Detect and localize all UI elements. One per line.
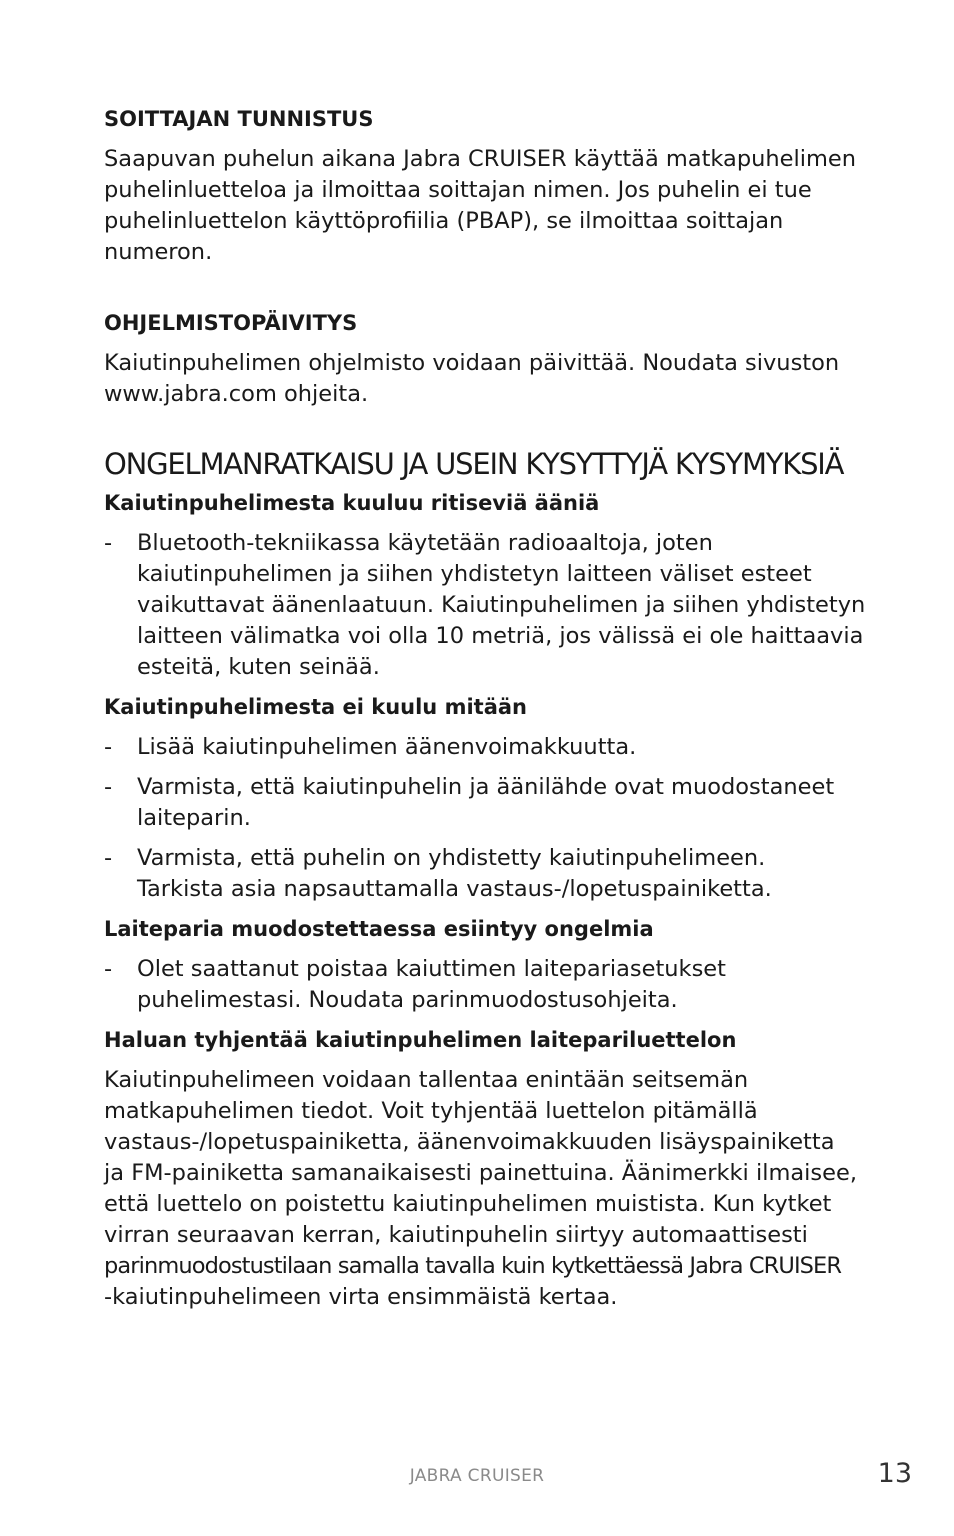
text-line: -kaiutinpuhelimeen virta ensimmäistä kertaa.: [104, 1284, 618, 1310]
text-line: Kaiutinpuhelimen ohjelmisto voidaan päivittää. Noudata sivuston: [104, 350, 840, 376]
faq-bullet: [104, 528, 864, 683]
faq-bullet: [104, 954, 864, 1016]
text-line: virran seuraavan kerran, kaiutinpuhelin siirtyy automaattisesti: [104, 1222, 808, 1248]
text-line: www.jabra.com ohjeita.: [104, 381, 369, 407]
text-line: Varmista, että puhelin on yhdistetty kaiutinpuhelimeen.: [137, 845, 766, 871]
bullet-dash: -: [104, 734, 113, 760]
text-line: matkapuhelimen tiedot. Voit tyhjentää luettelon pitämällä: [104, 1098, 758, 1124]
text-line: numeron.: [104, 239, 213, 265]
text-line: että luettelo on poistettu kaiutinpuhelimen muistista. Kun kytket: [104, 1191, 832, 1217]
page-content: [104, 104, 864, 1313]
text-line: Kaiutinpuhelimeen voidaan tallentaa enintään seitsemän: [104, 1067, 749, 1093]
text-line: vastaus-/lopetuspainiketta, äänenvoimakkuuden lisäyspainiketta: [104, 1129, 835, 1155]
text-line: esteitä, kuten seinää.: [137, 654, 380, 680]
footer-brand: JABRA CRUISER: [409, 1466, 545, 1486]
text-line: parinmuodostustilaan samalla tavalla kuin kytkettäessä Jabra CRUISER: [104, 1253, 842, 1279]
text-line: ja FM-painiketta samanaikaisesti painettuina. Äänimerkki ilmaisee,: [104, 1160, 857, 1186]
text-line: Saapuvan puhelun aikana Jabra CRUISER käyttää matkapuhelimen: [104, 146, 857, 172]
text-line: laiteparin.: [137, 805, 251, 831]
bullet-dash: -: [104, 530, 113, 556]
page-number: 13: [877, 1458, 912, 1489]
text-line: Olet saattanut poistaa kaiuttimen laitepariasetukset: [137, 956, 726, 982]
section-text-software-update: [104, 348, 864, 410]
text-line: Bluetooth-tekniikassa käytetään radioaaltoja, joten: [137, 530, 713, 556]
text-line: laitteen välimatka voi olla 10 metriä, jos välissä ei ole haittaavia: [137, 623, 864, 649]
faq-bullet: [104, 732, 864, 763]
section-title-caller-id: SOITTAJAN TUNNISTUS: [104, 107, 374, 131]
text-line: Lisää kaiutinpuhelimen äänenvoimakkuutta.: [137, 734, 637, 760]
troubleshooting-heading: ONGELMANRATKAISU JA USEIN KYSYTTYJÄ KYSYMYKSIÄ: [104, 447, 844, 481]
text-line: Varmista, että kaiutinpuhelin ja äänilähde ovat muodostaneet: [137, 774, 835, 800]
section-text-caller-id: [104, 144, 864, 268]
faq-question: Laiteparia muodostettaessa esiintyy ongelmia: [104, 917, 654, 941]
faq-question: Haluan tyhjentää kaiutinpuhelimen laitepariluettelon: [104, 1028, 737, 1052]
text-line: vaikuttavat äänenlaatuun. Kaiutinpuhelimen ja siihen yhdistetyn: [137, 592, 866, 618]
bullet-dash: -: [104, 845, 113, 871]
text-line: Tarkista asia napsauttamalla vastaus-/lopetuspainiketta.: [137, 876, 772, 902]
text-line: kaiutinpuhelimen ja siihen yhdistetyn laitteen väliset esteet: [137, 561, 812, 587]
bullet-dash: -: [104, 956, 113, 982]
faq-bullet: [104, 772, 864, 834]
bullet-dash: -: [104, 774, 113, 800]
text-line: puhelimestasi. Noudata parinmuodostusohjeita.: [137, 987, 678, 1013]
section-title-software-update: OHJELMISTOPÄIVITYS: [104, 311, 358, 335]
text-line: puhelinluettelon käyttöprofiilia (PBAP), se ilmoittaa soittajan: [104, 208, 784, 234]
text-line: puhelinluetteloa ja ilmoittaa soittajan nimen. Jos puhelin ei tue: [104, 177, 812, 203]
faq-question: Kaiutinpuhelimesta kuuluu ritiseviä ääniä: [104, 491, 600, 515]
faq-question: Kaiutinpuhelimesta ei kuulu mitään: [104, 695, 527, 719]
faq-answer-paragraph: [104, 1065, 864, 1313]
faq-bullet: [104, 843, 864, 905]
